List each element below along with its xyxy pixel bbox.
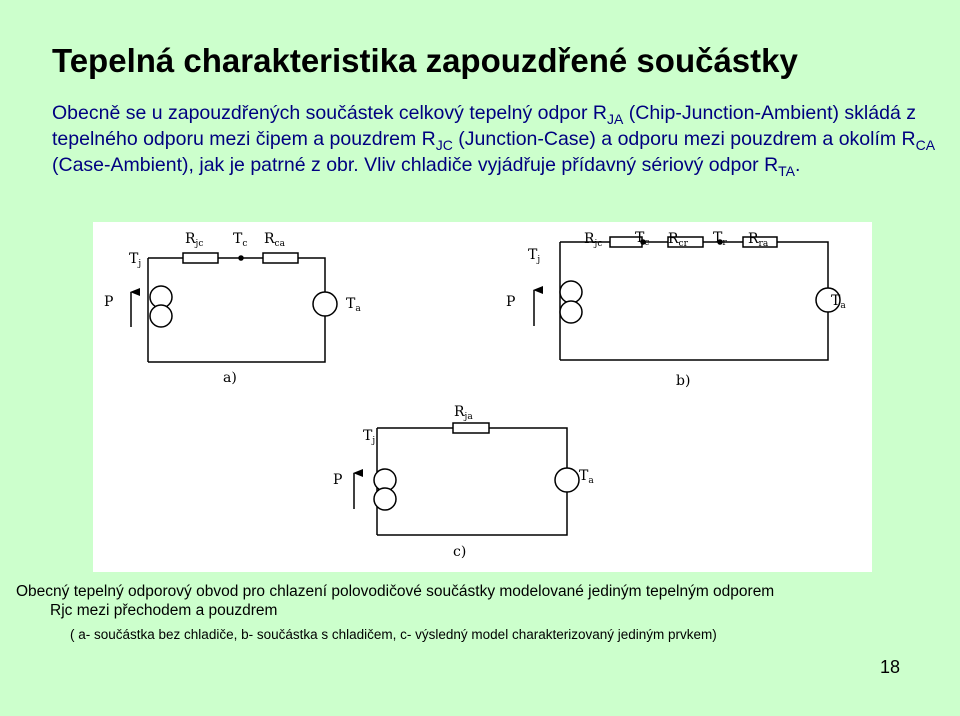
label-tc: $T_c$ <box>233 231 248 249</box>
label-p: P <box>104 294 114 310</box>
heat-source-circle <box>560 301 582 323</box>
label-tj: $T_j$ <box>129 251 142 269</box>
intro-subscript: TA <box>778 163 796 179</box>
ambient-source-circle <box>555 468 579 492</box>
heat-source-circle <box>560 281 582 303</box>
heat-source-circle <box>150 305 172 327</box>
label-ta: $T_a$ <box>579 468 594 486</box>
label-tj: $T_j$ <box>528 247 541 265</box>
label-rjc: $R_{jc}$ <box>584 231 603 249</box>
resistor-rca <box>263 253 298 263</box>
label-p: P <box>506 294 516 310</box>
circuit-a-right-bottom-wire <box>148 258 325 362</box>
page-number: 18 <box>880 657 901 677</box>
intro-text: (Chip-Junction-Ambient) skládá z tepelného odporu mezi čipem a pouzdrem R <box>52 102 916 150</box>
heat-source-circle <box>374 488 396 510</box>
caption-line: Rjc mezi přechodem a pouzdrem <box>50 602 278 619</box>
intro-paragraph <box>52 100 942 178</box>
circuit-diagrams <box>93 222 872 572</box>
label-ta: $T_a$ <box>831 293 846 311</box>
label-rja: $R_{ja}$ <box>454 404 473 422</box>
label-tc: $T_c$ <box>635 230 650 248</box>
circuit-c <box>354 423 579 535</box>
intro-subscript: JC <box>435 137 453 153</box>
intro-text: (Case-Ambient), jak je patrné z obr. Vliv chladiče vyjádřuje přídavný sériový odpor R <box>52 154 779 176</box>
slide-title: Tepelná charakteristika zapouzdřené součástky <box>52 42 798 79</box>
caption-line: Obecný tepelný odporový obvod pro chlazení polovodičové součástky modelované jediným tepelným odporem <box>16 583 775 600</box>
intro-text: . <box>795 154 801 176</box>
intro-subscript: JA <box>607 111 624 127</box>
intro-subscript: CA <box>915 137 936 153</box>
figure-caption <box>16 582 946 620</box>
label-rca: $R_{ca}$ <box>264 231 285 249</box>
label-tr: $T_r$ <box>713 230 727 248</box>
ambient-source-circle <box>313 292 337 316</box>
circuit-a <box>131 253 337 362</box>
figure-note: ( a- součástka bez chladiče, b- součástka s chladičem, c- výsledný model charakterizovaný jediným prvkem) <box>70 627 717 642</box>
label-rcr: $R_{cr}$ <box>668 231 688 249</box>
label-b: b) <box>676 373 691 389</box>
intro-text: (Junction-Case) a odporu mezi pouzdrem a okolím R <box>452 128 916 150</box>
circuit-b <box>534 237 840 360</box>
circuit-c-right-bottom-wire <box>377 428 567 535</box>
circuit-b-labels <box>506 230 846 389</box>
resistor-rjc <box>183 253 218 263</box>
node-tc <box>239 256 243 260</box>
circuit-b-right-bottom-wire <box>560 242 828 360</box>
label-c: c) <box>453 544 467 560</box>
label-tj: $T_j$ <box>363 428 376 446</box>
label-a: a) <box>223 370 237 386</box>
label-ta: $T_a$ <box>346 296 361 314</box>
intro-text: Obecně se u zapouzdřených součástek celkový tepelný odpor R <box>52 102 607 124</box>
resistor-rja <box>453 423 489 433</box>
thermal-circuit-figure <box>93 222 872 572</box>
label-p: P <box>333 472 343 488</box>
label-rjc: $R_{jc}$ <box>185 231 204 249</box>
label-rra: $R_{ra}$ <box>748 231 769 249</box>
